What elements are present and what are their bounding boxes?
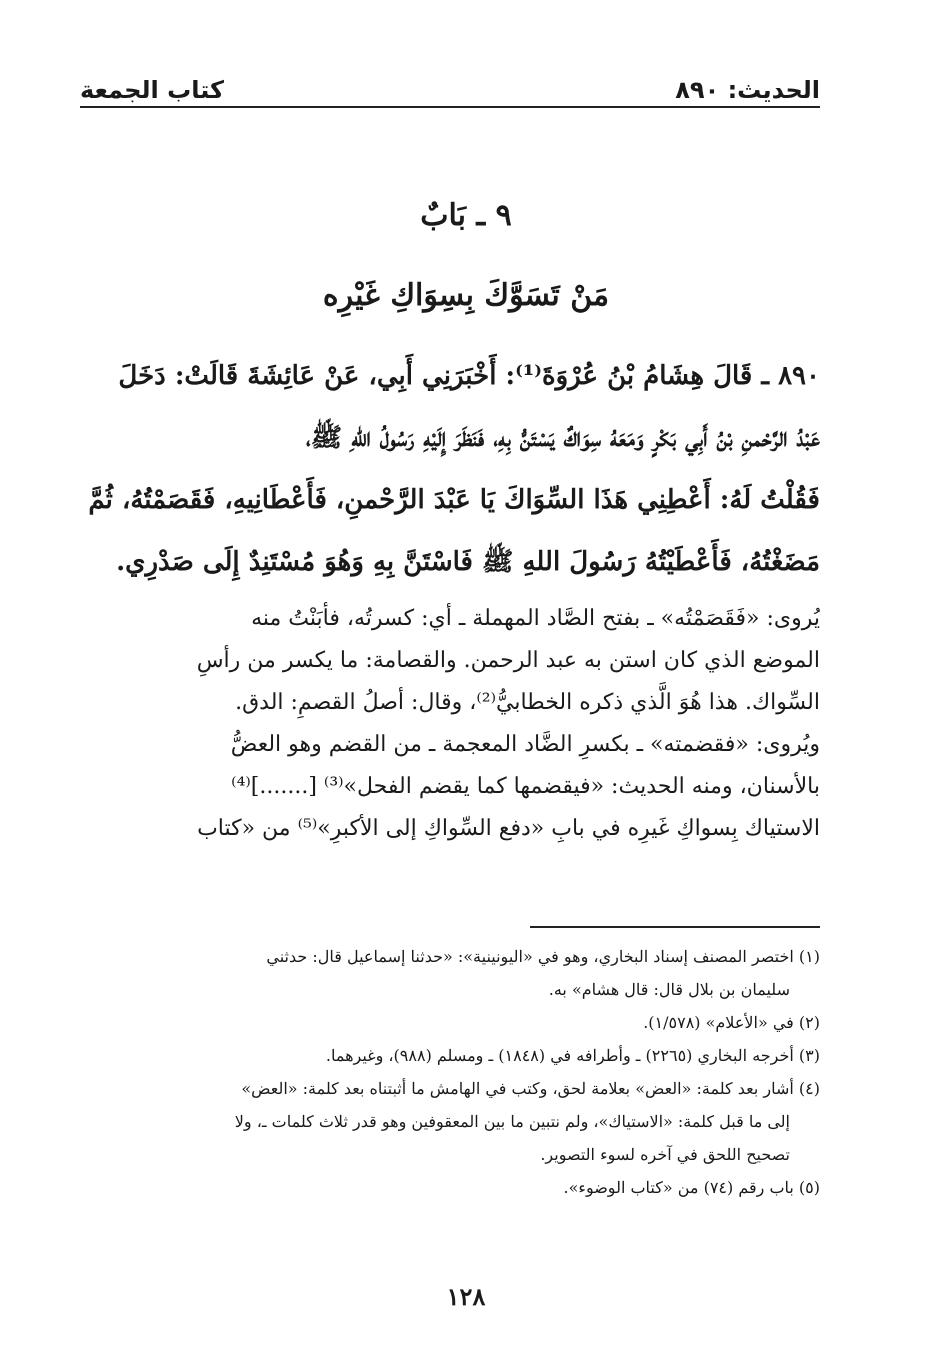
commentary-line: بالأسنان، ومنه الحديث: «فيقضمها كما يقضم الفحل»⁽³⁾ [.......]⁽⁴⁾ [231, 774, 820, 799]
chapter-title: ٩ ـ بَابٌ [420, 198, 512, 233]
page-number: ١٢٨ [446, 1282, 486, 1311]
footnotes [82, 940, 820, 1204]
footnote-line: (٥) باب رقم (٧٤) من «كتاب الوضوء». [563, 1178, 820, 1197]
footnote-line: تصحيح اللحق في آخره لسوء التصوير. [540, 1145, 790, 1164]
hadith-line: مَضَغْتُهُ، فَأَعْطَيْتُهُ رَسُولَ اللهِ ﷺ فَاسْتَنَّ بِهِ وَهُوَ مُسْتَنِدٌ إِلَى صَدْرِي. [116, 547, 820, 577]
footnote-line: (١) اختصر المصنف إسناد البخاري، وهو في «اليونينية»: «حدثنا إسماعيل قال: حدثني [266, 947, 820, 966]
commentary-line: ويُروى: «فقضمته» ـ بكسرِ الضَّاد المعجمة ـ من القضم وهو العضُّ [230, 732, 820, 757]
hadith-text [82, 345, 820, 593]
footnote-line: إلى ما قبل كلمة: «الاستياك»، ولم نتبين ما بين المعقوفين وهو قدر ثلاث كلمات ـ، ولا [234, 1112, 790, 1131]
footnote-line: سليمان بن بلال قال: قال هشام» به. [548, 980, 790, 999]
commentary-line: الموضع الذي كان استن به عبد الرحمن. والقصامة: ما يكسر من رأسِ [196, 648, 820, 673]
commentary-line: يُروى: «فَقَصَمْتُه» ـ بفتح الصَّاد المهملة ـ أي: كسرتُه، فأبَنْتُ منه [251, 606, 820, 631]
commentary-line: الاستياك بِسواكِ غَيرِه في بابِ «دفع السِّواكِ إلى الأكبرِ»⁽⁵⁾ من «كتاب [197, 816, 820, 841]
footnote-line: (٣) أخرجه البخاري (٢٢٦٥) ـ وأطرافه في (١٨٤٨) ـ ومسلم (٩٨٨)، وغيرهما. [325, 1046, 820, 1065]
commentary-text [82, 598, 820, 850]
hadith-line: فَقُلْتُ لَهُ: أَعْطِنِي هَذَا السِّوَاكَ يَا عَبْدَ الرَّحْمنِ، فَأَعْطَانِيهِ، فَقَصَمْتُهُ، ثُمَّ [88, 485, 820, 515]
footnote-divider [530, 926, 820, 928]
footnote-line: (٤) أشار بعد كلمة: «العض» بعلامة لحق، وكتب في الهامش ما أثبتناه بعد كلمة: «العض» [241, 1079, 820, 1098]
commentary-line: السِّواك. هذا هُوَ الَّذي ذكره الخطابيُّ⁽²⁾، وقال: أصلُ القصمِ: الدق. [235, 690, 820, 715]
hadith-line: ٨٩٠ ـ قَالَ هِشَامُ بْنُ عُرْوَةَ⁽¹⁾: أَخْبَرَنِي أَبِي، عَنْ عَائِشَةَ قَالَتْ: دَخَلَ [118, 361, 820, 391]
hadith-line: عَبْدُ الرَّحْمنِ بْنُ أَبِي بَكْرٍ وَمَعَهُ سِوَاكٌ يَسْتَنُّ بِهِ، فَنَظَرَ إِلَيْهِ رَسُولُ اللهِ ﷺ، [305, 423, 820, 453]
footnote-line: (٢) في «الأعلام» (١/٥٧٨). [643, 1013, 820, 1032]
header-book-title: كتاب الجمعة [80, 76, 224, 104]
running-header [80, 64, 820, 104]
header-hadith-number: الحديث: ٨٩٠ [675, 76, 820, 104]
chapter-subtitle: مَنْ تَسَوَّكَ بِسِوَاكِ غَيْرِه [322, 278, 610, 313]
header-divider [80, 106, 820, 108]
